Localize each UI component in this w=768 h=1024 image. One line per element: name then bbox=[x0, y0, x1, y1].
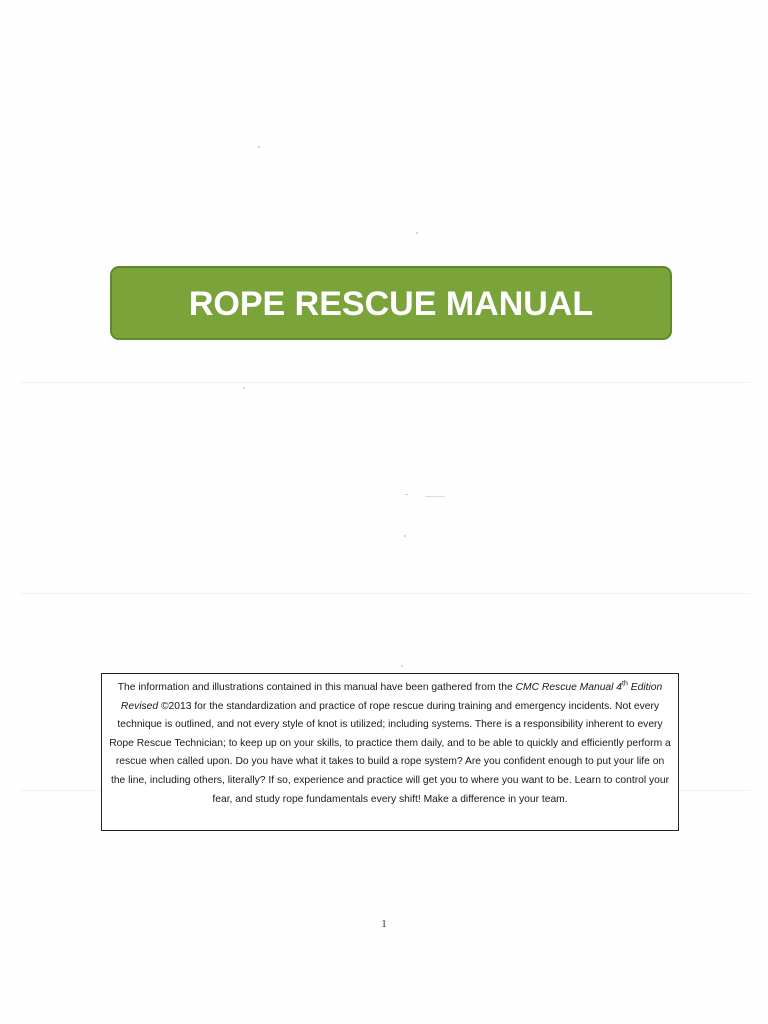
document-title: ROPE RESCUE MANUAL bbox=[188, 285, 594, 323]
scan-speck bbox=[243, 387, 245, 389]
scan-speck bbox=[258, 146, 260, 148]
notice-paragraph bbox=[108, 679, 672, 809]
scan-artifact-line bbox=[20, 593, 750, 594]
scan-speck bbox=[401, 665, 403, 667]
title-banner bbox=[110, 266, 672, 340]
page-number: 1 bbox=[381, 918, 387, 930]
scan-artifact-line bbox=[20, 382, 750, 383]
notice-source-title: CMC Rescue Manual 4 bbox=[515, 682, 623, 693]
scan-speck bbox=[425, 496, 445, 497]
notice-box bbox=[101, 673, 679, 831]
scan-speck bbox=[405, 494, 408, 495]
notice-text-body: ©2013 for the standardization and practice of rope rescue during training and emergency incidents. Not every technique is outlined, and not every style of knot is utilized; including systems. There is a responsibility inherent to every Rope Rescue Technician; to keep up on your skills, to practice them daily, and to be able to quickly and efficiently perform a rescue when called upon. Do you have what it takes to build a rope system? Are you confident enough to put your life on the line, including others, literally? If so, experience and practice will get you to where you want to be. Learn to control your fear, and study rope fundamentals every shift! Make a difference in your team. bbox=[109, 700, 671, 805]
notice-text-intro: The information and illustrations contained in this manual have been gathered from the bbox=[117, 682, 516, 693]
notice-source-edition: Edition Revised bbox=[120, 682, 663, 712]
scan-speck bbox=[404, 535, 406, 537]
notice-source-superscript: th bbox=[622, 680, 628, 688]
scan-speck bbox=[416, 232, 418, 234]
